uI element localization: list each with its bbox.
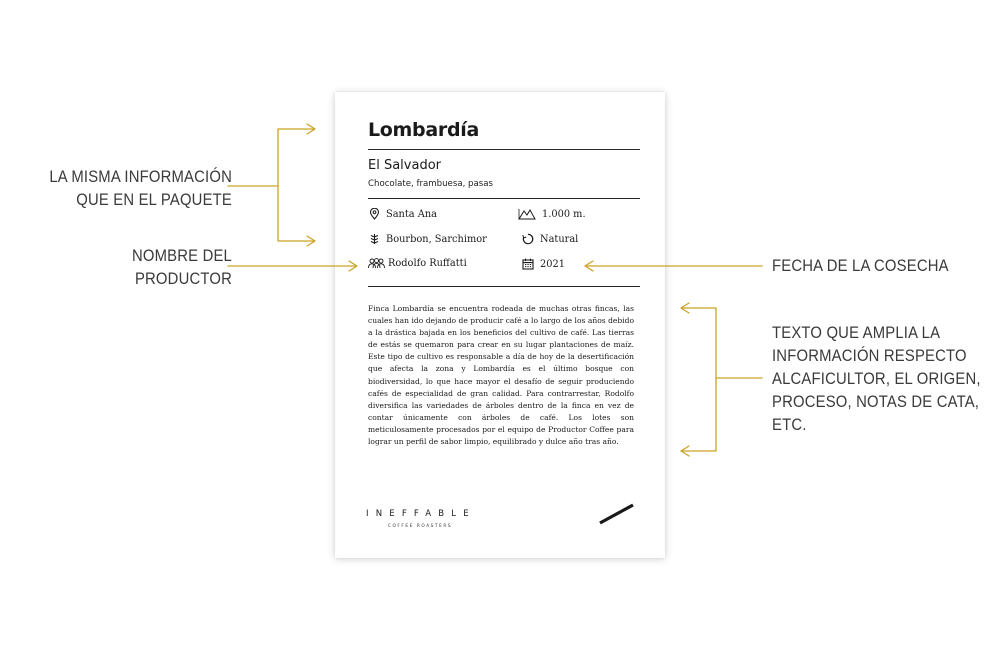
annotation-line: INFORMACIÓN RESPECTO [772, 347, 967, 365]
annotation-line: ETC. [772, 416, 807, 434]
altitude-value: 1.000 m. [542, 208, 586, 220]
logo-wordmark: INEFFABLE [366, 509, 476, 519]
annotation-line: PROCESO, NOTAS DE CATA, [772, 393, 980, 411]
producer-value: Rodolfo Ruffatti [388, 258, 467, 269]
arrow-extended-text [682, 308, 762, 451]
annotation-line: ALCAFICULTOR, EL ORIGEN, [772, 370, 981, 388]
annotation-line: LA MISMA INFORMACIÓN [49, 168, 233, 186]
farm-description: Finca Lombardía se encuentra rodeada de muchas otras fincas, las cuales han ido dejando de producir café a lo largo de los años debido a la drástica bajada en los beneficios del cultivo de café. Las tierras de estás se quemaron para crear en su lugar plantaciones de maíz. Este tipo de cultivo es responsable a día de hoy de la desertificación que afecta la zona y Lombardía es el último bosque con biodiversidad, lo que hace mayor el desafío de seguir produciendo cafés de especialidad de gran calidad. Para contrarrestar, Rodolfo diversifica las variedades de árboles dentro de la finca en vez de contar únicamente con árboles de café. Los lotes son meticulosamente procesados por el equipo de Productor Coffee para lograr un perfil de sabor limpio, equilibrado y dulce año tras año. [368, 304, 634, 447]
tasting-notes: Chocolate, frambuesa, pasas [368, 179, 493, 189]
annotation-line: PRODUCTOR [134, 270, 232, 288]
variety-value: Bourbon, Sarchimor [386, 233, 487, 245]
coffee-title: Lombardía [368, 119, 479, 141]
arrow-same-info [228, 129, 314, 241]
annotation-line: TEXTO QUE AMPLIA LA [772, 324, 941, 342]
annotation-line: FECHA DE LA COSECHA [772, 257, 949, 275]
logo-subtitle: COFFEE ROASTERS [388, 523, 453, 528]
harvest-year-value: 2021 [540, 258, 565, 270]
annotation-line: NOMBRE DEL [132, 247, 232, 265]
annotation-line: QUE EN EL PAQUETE [76, 191, 232, 209]
region-value: Santa Ana [386, 208, 437, 220]
process-value: Natural [540, 233, 579, 245]
origin-country: El Salvador [368, 158, 441, 173]
